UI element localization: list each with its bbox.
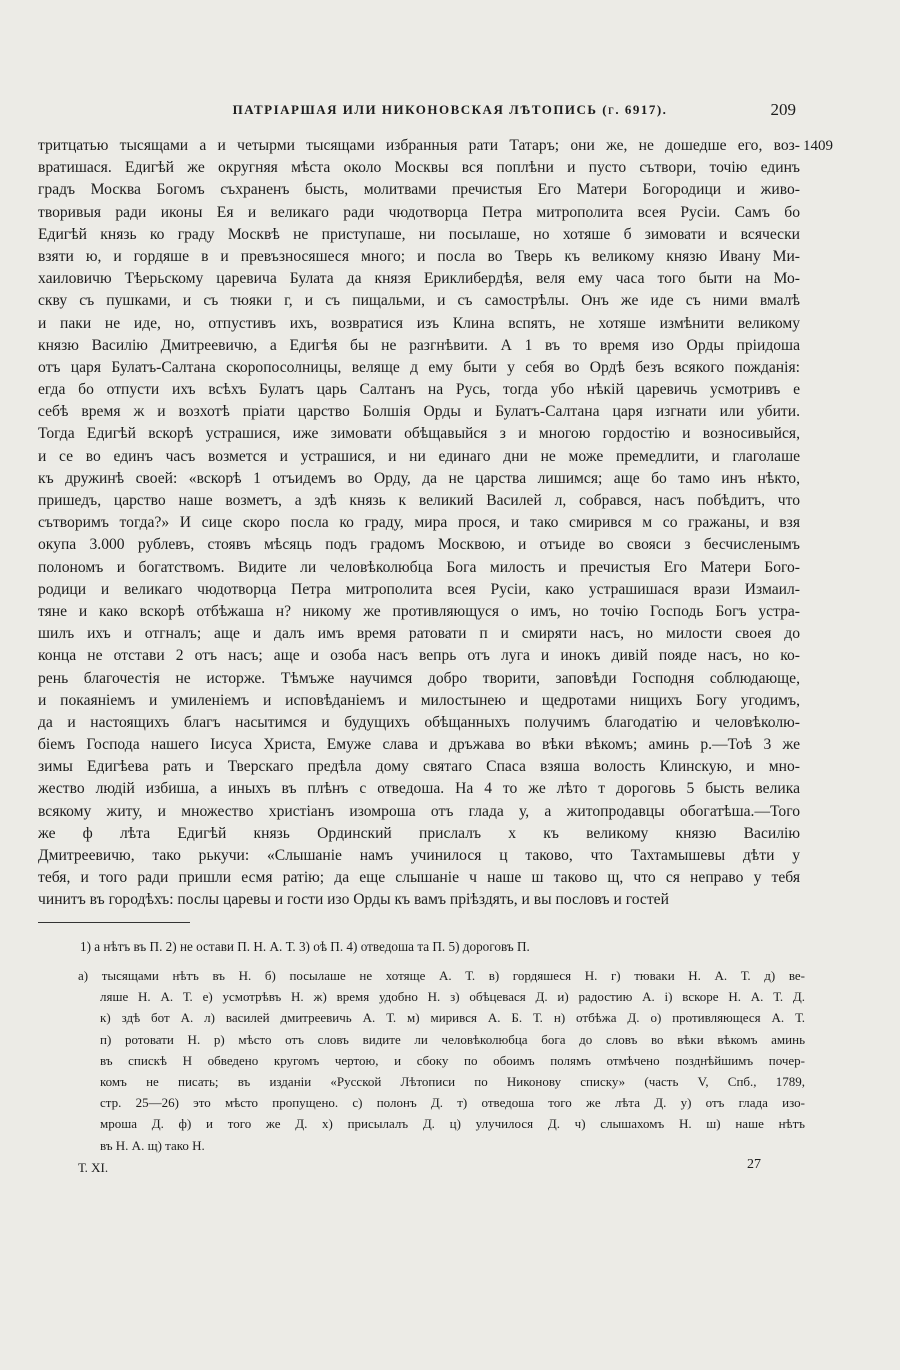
text-line: шилъ ихъ и отгналъ; аще и далъ имъ время ратовати п и смиряти насъ, но милости своея до [38, 625, 800, 643]
text-line: творивыя ради иконы Ея и великаго ради чюдотворца Петра митрополита всея Русіи. Самъ бо [38, 203, 800, 221]
text-line: и се во единъ часъ возмется и устрашися, и ни единаго дни не може премедлити, и глаголаше [38, 447, 800, 465]
text-line: Дмитреевичю, тако рькучи: «Слышаніе намъ учинилося ц таково, что Тахтамышевы дѣти у [38, 847, 800, 864]
text-line: градъ Москва Богомъ съхраненъ бысть, молитвами пречистыя Его Матери Богородици и живо- [38, 181, 800, 199]
footnote-line: мроша Д. ф) и того же Д. х) присылалъ Д. ц) улучилося Д. ч) слышахомъ Н. ш) наше нѣтъ [100, 1116, 805, 1132]
lettered-footnotes [78, 965, 805, 1156]
text-line: Тогда Едигѣй вскорѣ устрашися, иже зимовати обѣщавыйся з и многою гордостію и возносивыйся, [38, 425, 800, 443]
text-line: полономъ и богатствомъ. Видите ли человѣколюбца Бога милость и пречистыя Его Матери Бого- [38, 558, 800, 576]
text-line: окупа 3.000 рублевъ, стоявъ мѣсяць подъ градомъ Москвою, и отъиде во свояси з бесчисленымъ [38, 536, 800, 554]
text-line: да и настоящихъ благъ насытимся и будущихъ обѣщанныхъ получимъ благодатію и человѣколю- [38, 713, 800, 731]
footnote-line: въ спискѣ Н обведено кругомъ чертою, и сбоку по обоимъ полямъ отмѣчено позднѣйшимъ почер- [100, 1052, 805, 1068]
text-line: рень благочестія не исторже. Тѣмъже научимся добро творити, заповѣди Господня соблюдающе, [38, 669, 800, 687]
text-line: тритцатью тысящами а и четырми тысящами избранныя рати Татаръ; они же, не дошедше его, воз- [38, 137, 800, 154]
text-line: и паки не иде, но, отпустивъ ихъ, возвратися изъ Клина вспять, не хотяше измѣнити великому [38, 314, 800, 332]
footnote-line: стр. 25—26) это мѣсто пропущено. с) полонъ Д. т) отведоша того же лѣта Д. у) отъ глада изо- [100, 1095, 805, 1111]
text-line: же ф лѣта Едигѣй князь Ординский прислалъ х къ великому князю Василію [38, 824, 800, 842]
footnote-line: а) тысящами нѣтъ въ Н. б) посылаше не хотяще А. Т. в) гордяшеся Н. г) тюваки Н. А. Т. д) ве- [78, 968, 805, 983]
text-line: пришедъ, царство наше возметъ, а здѣ князь к великий Василей л, собрався, насъ побѣдитъ, что [38, 492, 800, 509]
text-line: вратишася. Едигѣй же округняя мѣста около Москвы вся поплѣни и пусто сътвори, точію единъ [38, 159, 800, 177]
text-line: біемъ Господа нашего Іисуса Христа, Емуже слава и дръжава во вѣки вѣкомъ; аминь р.—Тоѣ 3 же [38, 736, 800, 754]
text-line: всякому житу, и множество христіанъ изомроша отъ глада у, а житопродавцы обогатѣша.—Того [38, 802, 800, 820]
text-line: конца не отстави 2 отъ насъ; аще и озоба насъ вепрь отъ луга и инокъ дивій пояде насъ, но ко- [38, 647, 800, 665]
text-line: отъ царя Булатъ-Салтана скоропосолницы, веляще д ему быти у себя во Ордѣ безъ всякого пожданія: [38, 358, 800, 376]
text-line: тяне и како вскорѣ отбѣжаша н? никому же противляющуся о имъ, но точію Господь Богъ устра- [38, 602, 800, 620]
text-line: себѣ время ж и возхотѣ пріати царство Болшія Орды и Булатъ-Салтана царя изгнати или убити. [38, 403, 800, 421]
running-title: ПАТРІАРШАЯ ИЛИ НИКОНОВСКАЯ ЛѢТОПИСЬ (г. 6917). [232, 102, 668, 117]
margin-year: 1409 [803, 138, 833, 154]
text-line: Едигѣй князь ко граду Москвѣ не приступаше, ни посылаше, но хотяше б зимовати и всячески [38, 225, 800, 243]
text-line: егда бо отпусти ихъ всѣхъ Булатъ царь Салтанъ на Русь, тогда убо нѣкій царевичь усмотривъ е [38, 381, 800, 399]
text-line: зимы Едигѣева рать и Тверскаго предѣла дому святаго Спаса взяша волость Клинскую, и мно- [38, 758, 800, 776]
text-line: родици и великаго чюдотворца Петра митрополита всея Русіи, како устрашишася врази Измаил- [38, 580, 800, 598]
footnote-line: к) здѣ бот А. л) василей дмитреевичь А. Т. м) мирився А. Б. Т. н) отбѣжа Д. о) противляющеся А. Т. [100, 1010, 805, 1026]
footnote-line: п) ротовати Н. р) мѣсто отъ словъ видите ли человѣколюбца бога до словъ во вѣки вѣкомъ аминь [100, 1031, 805, 1047]
footnote-line: ляше Н. А. Т. е) усмотрѣвъ Н. ж) время удобно Н. з) обѣцевася Д. и) радостию А. і) вскоре Н. А. Т. Д. [100, 989, 805, 1005]
chronicle-text [38, 135, 800, 912]
volume-mark: Т. XI. [78, 1160, 109, 1175]
text-line: и покаяніемъ и умиленіемъ и исповѣданіемъ и милостынею и щедротами нищихъ Богу угодимъ, [38, 691, 800, 709]
signature-mark: 27 [747, 1157, 761, 1172]
footnote-line: комъ не писать; въ изданіи «Русской Лѣтописи по Никонову списку» (часть V, Спб., 1789, [100, 1073, 805, 1089]
text-line: хаиловичю Тѣерьскому царевича Булата да князя Ериклибердѣя, веля ему часа того быти на Мо- [38, 270, 800, 288]
text-line: къ дружинѣ своей: «вскорѣ 1 отъидемъ во Орду, да не царства лишимся; аще бо тамо инъ нѣкто, [38, 469, 800, 487]
text-line: князю Василію Дмитреевичю, а Едигѣя бы не разгнѣвити. А 1 въ то время изо Орды пріидоша [38, 336, 800, 354]
numbered-footnotes: 1) а нѣтъ въ П. 2) не остави П. Н. А. Т. 3) оѣ П. 4) отведоша та П. 5) дороговъ П. [80, 939, 530, 954]
footnote-line: въ Н. А. щ) тако Н. [100, 1137, 205, 1153]
text-line: тебя, и того ради пришли есмя ратію; да еще слышаніе ч наше ш таково щ, что ся неправо у тебя [38, 869, 800, 887]
footnote-divider [38, 922, 190, 923]
text-line: жество людій избиша, а иныхъ въ плѣнъ с отведоша. На 4 то же лѣто т дороговь 5 бысть велика [38, 780, 800, 798]
text-line: чинитъ въ городѣхъ: послы царевы и гости изо Орды къ вамъ пріѣздять, и вы пословъ и гостей [38, 891, 669, 909]
text-line: взяти ю, и гордяше в и превъзносяшеся много; и посла во Тверь къ великому князю Ивану Ми- [38, 247, 800, 265]
text-line: сътворимъ тогда?» И сице скоро посла ко граду, мира прося, и тако смирився м со гражаны, и взя [38, 514, 800, 532]
page-number: 209 [770, 100, 796, 119]
text-line: скву съ пушками, и съ тюяки г, и съ пищальми, и съ самострѣлы. Онъ же иде съ ними вмалѣ [38, 292, 800, 310]
page-header [0, 100, 900, 124]
